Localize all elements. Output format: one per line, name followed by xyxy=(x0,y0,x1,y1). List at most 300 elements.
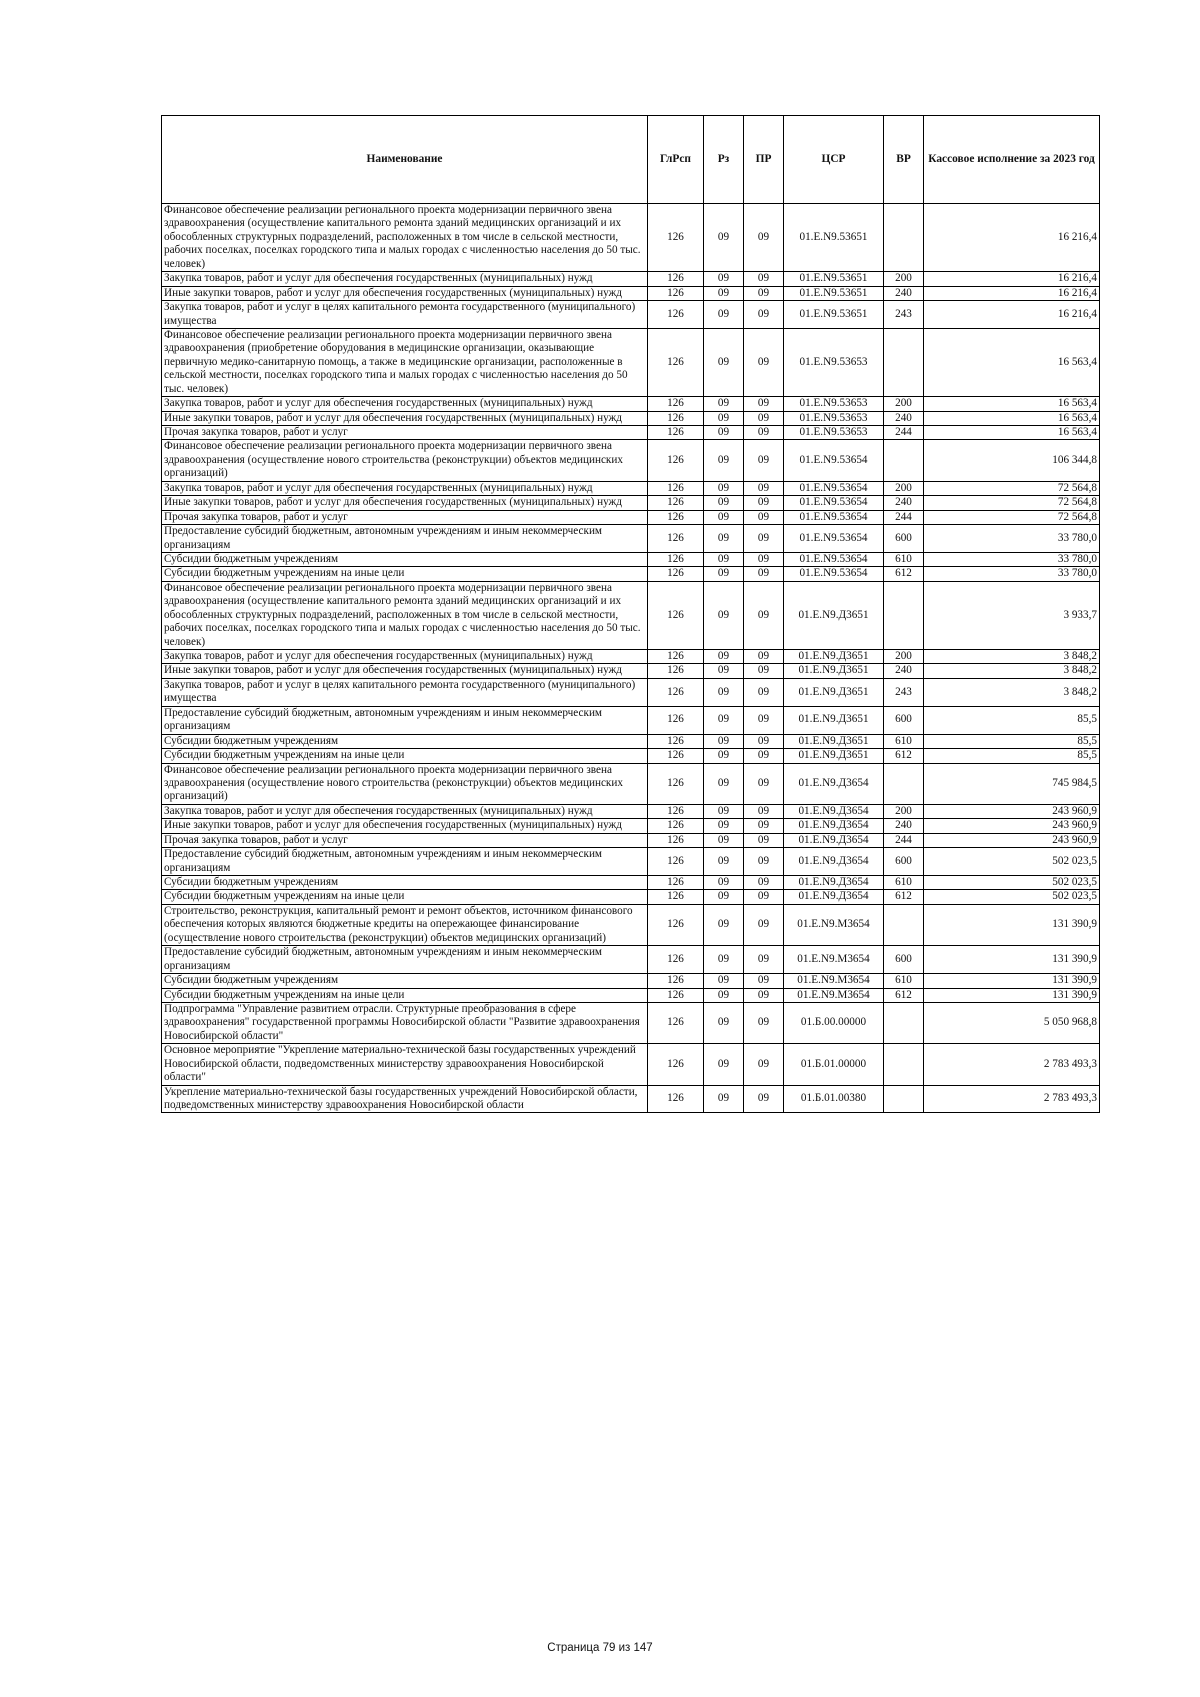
cell-glrsp: 126 xyxy=(648,1044,704,1085)
cell-amount: 16 563,4 xyxy=(924,426,1100,440)
col-header-name: Наименование xyxy=(162,116,648,204)
cell-name: Предоставление субсидий бюджетным, автономным учреждениям и иным некоммерческим организациям xyxy=(162,706,648,734)
cell-glrsp: 126 xyxy=(648,988,704,1002)
table-row xyxy=(162,581,1100,649)
cell-vr: 244 xyxy=(884,426,924,440)
cell-name: Иные закупки товаров, работ и услуг для обеспечения государственных (муниципальных) нужд xyxy=(162,496,648,510)
cell-rz: 09 xyxy=(704,904,744,945)
cell-amount: 3 848,2 xyxy=(924,650,1100,664)
cell-vr: 610 xyxy=(884,552,924,566)
table-row xyxy=(162,974,1100,988)
cell-glrsp: 126 xyxy=(648,481,704,495)
cell-pr: 09 xyxy=(744,678,784,706)
cell-amount: 3 848,2 xyxy=(924,678,1100,706)
cell-glrsp: 126 xyxy=(648,890,704,904)
cell-rz: 09 xyxy=(704,804,744,818)
cell-vr xyxy=(884,763,924,804)
cell-vr: 243 xyxy=(884,301,924,329)
cell-amount: 131 390,9 xyxy=(924,946,1100,974)
cell-amount: 106 344,8 xyxy=(924,440,1100,481)
cell-vr xyxy=(884,328,924,396)
cell-amount: 131 390,9 xyxy=(924,974,1100,988)
cell-name: Закупка товаров, работ и услуг для обеспечения государственных (муниципальных) нужд xyxy=(162,272,648,286)
cell-csr: 01.Е.N9.53653 xyxy=(784,426,884,440)
cell-glrsp: 126 xyxy=(648,763,704,804)
cell-csr: 01.Б.01.00000 xyxy=(784,1044,884,1085)
cell-amount: 243 960,9 xyxy=(924,833,1100,847)
cell-pr: 09 xyxy=(744,819,784,833)
cell-glrsp: 126 xyxy=(648,552,704,566)
cell-pr: 09 xyxy=(744,749,784,763)
cell-name: Субсидии бюджетным учреждениям на иные цели xyxy=(162,988,648,1002)
cell-csr: 01.Е.N9.М3654 xyxy=(784,988,884,1002)
cell-rz: 09 xyxy=(704,876,744,890)
cell-pr: 09 xyxy=(744,397,784,411)
cell-glrsp: 126 xyxy=(648,946,704,974)
cell-csr: 01.Е.N9.53654 xyxy=(784,510,884,524)
cell-rz: 09 xyxy=(704,819,744,833)
cell-rz: 09 xyxy=(704,890,744,904)
table-row xyxy=(162,763,1100,804)
cell-rz: 09 xyxy=(704,664,744,678)
cell-vr xyxy=(884,1002,924,1043)
cell-name: Укрепление материально-технической базы государственных учреждений Новосибирской области, подведомственных министерству здравоохранения Новосибирской области xyxy=(162,1085,648,1113)
cell-csr: 01.Е.N9.53653 xyxy=(784,397,884,411)
cell-amount: 502 023,5 xyxy=(924,848,1100,876)
cell-name: Основное мероприятие "Укрепление материально-технической базы государственных учреждений Новосибирской области, подведомственных министерству здравоохранения Новосибирской области" xyxy=(162,1044,648,1085)
table-row xyxy=(162,848,1100,876)
cell-name: Субсидии бюджетным учреждениям xyxy=(162,734,648,748)
table-row xyxy=(162,510,1100,524)
cell-csr: 01.Е.N9.Д3654 xyxy=(784,876,884,890)
cell-amount: 16 563,4 xyxy=(924,397,1100,411)
cell-glrsp: 126 xyxy=(648,848,704,876)
page-number: Страница 79 из 147 xyxy=(547,1642,653,1654)
cell-glrsp: 126 xyxy=(648,876,704,890)
cell-name: Прочая закупка товаров, работ и услуг xyxy=(162,833,648,847)
cell-vr: 200 xyxy=(884,481,924,495)
cell-rz: 09 xyxy=(704,301,744,329)
table-row xyxy=(162,496,1100,510)
table-row xyxy=(162,481,1100,495)
table-row xyxy=(162,426,1100,440)
cell-amount: 16 216,4 xyxy=(924,301,1100,329)
cell-csr: 01.Е.N9.Д3654 xyxy=(784,890,884,904)
cell-pr: 09 xyxy=(744,301,784,329)
table-row xyxy=(162,272,1100,286)
cell-rz: 09 xyxy=(704,763,744,804)
cell-name: Субсидии бюджетным учреждениям xyxy=(162,974,648,988)
cell-vr xyxy=(884,440,924,481)
cell-name: Иные закупки товаров, работ и услуг для обеспечения государственных (муниципальных) нужд xyxy=(162,819,648,833)
cell-glrsp: 126 xyxy=(648,301,704,329)
cell-pr: 09 xyxy=(744,833,784,847)
cell-csr: 01.Е.N9.М3654 xyxy=(784,904,884,945)
cell-rz: 09 xyxy=(704,510,744,524)
table-row xyxy=(162,567,1100,581)
cell-vr: 600 xyxy=(884,848,924,876)
cell-pr: 09 xyxy=(744,848,784,876)
table-row xyxy=(162,678,1100,706)
cell-amount: 2 783 493,3 xyxy=(924,1044,1100,1085)
cell-name: Субсидии бюджетным учреждениям xyxy=(162,552,648,566)
cell-amount: 85,5 xyxy=(924,706,1100,734)
col-header-rz: Рз xyxy=(704,116,744,204)
cell-pr: 09 xyxy=(744,876,784,890)
table-body xyxy=(162,204,1100,1113)
cell-rz: 09 xyxy=(704,581,744,649)
cell-vr: 240 xyxy=(884,664,924,678)
cell-vr: 200 xyxy=(884,272,924,286)
cell-vr: 200 xyxy=(884,397,924,411)
cell-amount: 243 960,9 xyxy=(924,819,1100,833)
cell-vr xyxy=(884,204,924,272)
cell-name: Закупка товаров, работ и услуг в целях капитального ремонта государственного (муниципального) имущества xyxy=(162,678,648,706)
budget-table xyxy=(161,115,1100,1113)
cell-amount: 502 023,5 xyxy=(924,890,1100,904)
table-row xyxy=(162,1085,1100,1113)
cell-name: Предоставление субсидий бюджетным, автономным учреждениям и иным некоммерческим организациям xyxy=(162,525,648,553)
cell-glrsp: 126 xyxy=(648,525,704,553)
cell-csr: 01.Е.N9.53651 xyxy=(784,301,884,329)
table-row xyxy=(162,749,1100,763)
cell-name: Подпрограмма "Управление развитием отрасли. Структурные преобразования в сфере здравоохранения" государственной программы Новосибирской области "Развитие здравоохранения Новосибирской области" xyxy=(162,1002,648,1043)
cell-csr: 01.Б.01.00380 xyxy=(784,1085,884,1113)
cell-rz: 09 xyxy=(704,411,744,425)
cell-rz: 09 xyxy=(704,496,744,510)
cell-glrsp: 126 xyxy=(648,904,704,945)
cell-pr: 09 xyxy=(744,946,784,974)
cell-csr: 01.Е.N9.Д3654 xyxy=(784,763,884,804)
cell-csr: 01.Е.N9.53654 xyxy=(784,481,884,495)
table-header xyxy=(162,116,1100,204)
table-row xyxy=(162,1044,1100,1085)
cell-rz: 09 xyxy=(704,678,744,706)
cell-pr: 09 xyxy=(744,706,784,734)
table-row xyxy=(162,904,1100,945)
cell-csr: 01.Е.N9.Д3651 xyxy=(784,749,884,763)
cell-pr: 09 xyxy=(744,567,784,581)
table-row xyxy=(162,988,1100,1002)
cell-pr: 09 xyxy=(744,552,784,566)
table-row xyxy=(162,946,1100,974)
cell-name: Прочая закупка товаров, работ и услуг xyxy=(162,510,648,524)
cell-csr: 01.Е.N9.Д3654 xyxy=(784,848,884,876)
cell-name: Закупка товаров, работ и услуг для обеспечения государственных (муниципальных) нужд xyxy=(162,397,648,411)
cell-glrsp: 126 xyxy=(648,819,704,833)
cell-glrsp: 126 xyxy=(648,804,704,818)
cell-glrsp: 126 xyxy=(648,650,704,664)
cell-name: Иные закупки товаров, работ и услуг для обеспечения государственных (муниципальных) нужд xyxy=(162,664,648,678)
cell-amount: 16 563,4 xyxy=(924,411,1100,425)
cell-glrsp: 126 xyxy=(648,581,704,649)
cell-pr: 09 xyxy=(744,272,784,286)
cell-vr: 610 xyxy=(884,734,924,748)
table-row xyxy=(162,650,1100,664)
cell-csr: 01.Е.N9.М3654 xyxy=(784,974,884,988)
cell-csr: 01.Е.N9.Д3654 xyxy=(784,833,884,847)
cell-rz: 09 xyxy=(704,481,744,495)
cell-pr: 09 xyxy=(744,411,784,425)
cell-rz: 09 xyxy=(704,833,744,847)
table-row xyxy=(162,706,1100,734)
cell-vr: 243 xyxy=(884,678,924,706)
col-header-pr: ПР xyxy=(744,116,784,204)
cell-pr: 09 xyxy=(744,204,784,272)
cell-name: Финансовое обеспечение реализации регионального проекта модернизации первичного звена здравоохранения (осуществление нового строительства (реконструкции) объектов медицинских организаций) xyxy=(162,440,648,481)
cell-amount: 33 780,0 xyxy=(924,525,1100,553)
cell-glrsp: 126 xyxy=(648,1002,704,1043)
cell-vr: 612 xyxy=(884,749,924,763)
cell-glrsp: 126 xyxy=(648,567,704,581)
cell-name: Закупка товаров, работ и услуг для обеспечения государственных (муниципальных) нужд xyxy=(162,481,648,495)
cell-rz: 09 xyxy=(704,706,744,734)
cell-rz: 09 xyxy=(704,328,744,396)
cell-vr: 240 xyxy=(884,411,924,425)
cell-vr: 244 xyxy=(884,510,924,524)
table-row xyxy=(162,204,1100,272)
cell-rz: 09 xyxy=(704,525,744,553)
cell-rz: 09 xyxy=(704,286,744,300)
table-row xyxy=(162,664,1100,678)
cell-name: Закупка товаров, работ и услуг для обеспечения государственных (муниципальных) нужд xyxy=(162,804,648,818)
cell-csr: 01.Е.N9.53654 xyxy=(784,525,884,553)
cell-rz: 09 xyxy=(704,848,744,876)
cell-rz: 09 xyxy=(704,734,744,748)
cell-pr: 09 xyxy=(744,328,784,396)
cell-rz: 09 xyxy=(704,650,744,664)
cell-pr: 09 xyxy=(744,510,784,524)
cell-vr xyxy=(884,1044,924,1085)
table-row xyxy=(162,734,1100,748)
cell-glrsp: 126 xyxy=(648,440,704,481)
table-row xyxy=(162,804,1100,818)
cell-rz: 09 xyxy=(704,204,744,272)
cell-amount: 243 960,9 xyxy=(924,804,1100,818)
cell-csr: 01.Е.N9.Д3654 xyxy=(784,819,884,833)
table-row xyxy=(162,819,1100,833)
cell-csr: 01.Е.N9.53653 xyxy=(784,328,884,396)
cell-csr: 01.Е.N9.Д3651 xyxy=(784,664,884,678)
cell-pr: 09 xyxy=(744,496,784,510)
cell-glrsp: 126 xyxy=(648,664,704,678)
cell-name: Предоставление субсидий бюджетным, автономным учреждениям и иным некоммерческим организациям xyxy=(162,946,648,974)
cell-vr xyxy=(884,904,924,945)
cell-glrsp: 126 xyxy=(648,204,704,272)
cell-glrsp: 126 xyxy=(648,833,704,847)
col-header-glrsp: ГлРсп xyxy=(648,116,704,204)
cell-vr: 200 xyxy=(884,650,924,664)
cell-vr: 600 xyxy=(884,946,924,974)
cell-name: Иные закупки товаров, работ и услуг для обеспечения государственных (муниципальных) нужд xyxy=(162,411,648,425)
cell-csr: 01.Е.N9.Д3651 xyxy=(784,581,884,649)
cell-name: Субсидии бюджетным учреждениям xyxy=(162,876,648,890)
cell-glrsp: 126 xyxy=(648,328,704,396)
cell-csr: 01.Е.N9.53654 xyxy=(784,440,884,481)
cell-rz: 09 xyxy=(704,567,744,581)
cell-vr: 240 xyxy=(884,286,924,300)
cell-rz: 09 xyxy=(704,552,744,566)
cell-glrsp: 126 xyxy=(648,397,704,411)
cell-csr: 01.Е.N9.53653 xyxy=(784,411,884,425)
cell-pr: 09 xyxy=(744,481,784,495)
cell-rz: 09 xyxy=(704,426,744,440)
cell-name: Финансовое обеспечение реализации регионального проекта модернизации первичного звена здравоохранения (осуществление капитального ремонта зданий медицинских организаций и их обособленных структурных подразделений, расположенных в том числе в сельской местности, рабочих поселках, поселках городского типа и малых городах с численностью населения до 50 тыс. человек) xyxy=(162,581,648,649)
cell-amount: 33 780,0 xyxy=(924,567,1100,581)
cell-amount: 745 984,5 xyxy=(924,763,1100,804)
cell-pr: 09 xyxy=(744,890,784,904)
cell-name: Иные закупки товаров, работ и услуг для обеспечения государственных (муниципальных) нужд xyxy=(162,286,648,300)
cell-amount: 16 216,4 xyxy=(924,204,1100,272)
cell-pr: 09 xyxy=(744,426,784,440)
table-row xyxy=(162,876,1100,890)
cell-csr: 01.Е.N9.Д3651 xyxy=(784,734,884,748)
cell-vr: 610 xyxy=(884,876,924,890)
cell-pr: 09 xyxy=(744,1044,784,1085)
cell-name: Субсидии бюджетным учреждениям на иные цели xyxy=(162,567,648,581)
cell-rz: 09 xyxy=(704,1044,744,1085)
cell-glrsp: 126 xyxy=(648,510,704,524)
cell-amount: 72 564,8 xyxy=(924,496,1100,510)
cell-vr: 600 xyxy=(884,706,924,734)
cell-name: Строительство, реконструкция, капитальный ремонт и ремонт объектов, источником финансового обеспечения которых являются бюджетные кредиты на опережающее финансирование (осуществление нового строительства (реконструкции) объектов медицинских организаций) xyxy=(162,904,648,945)
cell-vr xyxy=(884,581,924,649)
cell-pr: 09 xyxy=(744,734,784,748)
cell-name: Предоставление субсидий бюджетным, автономным учреждениям и иным некоммерческим организациям xyxy=(162,848,648,876)
cell-name: Закупка товаров, работ и услуг в целях капитального ремонта государственного (муниципального) имущества xyxy=(162,301,648,329)
cell-rz: 09 xyxy=(704,1085,744,1113)
cell-rz: 09 xyxy=(704,1002,744,1043)
cell-csr: 01.Е.N9.Д3654 xyxy=(784,804,884,818)
table-row xyxy=(162,397,1100,411)
cell-csr: 01.Е.N9.53651 xyxy=(784,286,884,300)
cell-amount: 16 216,4 xyxy=(924,286,1100,300)
cell-name: Прочая закупка товаров, работ и услуг xyxy=(162,426,648,440)
cell-vr xyxy=(884,1085,924,1113)
cell-amount: 131 390,9 xyxy=(924,988,1100,1002)
cell-rz: 09 xyxy=(704,749,744,763)
cell-pr: 09 xyxy=(744,1085,784,1113)
cell-pr: 09 xyxy=(744,650,784,664)
cell-glrsp: 126 xyxy=(648,286,704,300)
cell-name: Финансовое обеспечение реализации регионального проекта модернизации первичного звена здравоохранения (приобретение оборудования в медицинские организации, оказывающие первичную медико-санитарную помощь, а также в медицинские организации, расположенные в сельской местности, поселках городского типа и малых городах с численностью населения до 50 тыс. человек) xyxy=(162,328,648,396)
header-row xyxy=(162,116,1100,204)
cell-amount: 502 023,5 xyxy=(924,876,1100,890)
cell-amount: 16 216,4 xyxy=(924,272,1100,286)
table-row xyxy=(162,1002,1100,1043)
cell-name: Закупка товаров, работ и услуг для обеспечения государственных (муниципальных) нужд xyxy=(162,650,648,664)
cell-rz: 09 xyxy=(704,440,744,481)
cell-glrsp: 126 xyxy=(648,272,704,286)
cell-glrsp: 126 xyxy=(648,1085,704,1113)
cell-amount: 3 848,2 xyxy=(924,664,1100,678)
cell-pr: 09 xyxy=(744,440,784,481)
cell-csr: 01.Е.N9.53654 xyxy=(784,567,884,581)
cell-pr: 09 xyxy=(744,1002,784,1043)
table-row xyxy=(162,411,1100,425)
col-header-csr: ЦСР xyxy=(784,116,884,204)
col-header-amount: Кассовое исполнение за 2023 год xyxy=(924,116,1100,204)
cell-amount: 72 564,8 xyxy=(924,510,1100,524)
table-row xyxy=(162,890,1100,904)
cell-pr: 09 xyxy=(744,988,784,1002)
cell-amount: 2 783 493,3 xyxy=(924,1085,1100,1113)
table-row xyxy=(162,286,1100,300)
cell-glrsp: 126 xyxy=(648,496,704,510)
cell-rz: 09 xyxy=(704,946,744,974)
cell-csr: 01.Е.N9.53651 xyxy=(784,272,884,286)
table-row xyxy=(162,833,1100,847)
cell-vr: 612 xyxy=(884,890,924,904)
cell-pr: 09 xyxy=(744,804,784,818)
cell-amount: 5 050 968,8 xyxy=(924,1002,1100,1043)
cell-pr: 09 xyxy=(744,904,784,945)
cell-csr: 01.Е.N9.Д3651 xyxy=(784,678,884,706)
table-row xyxy=(162,552,1100,566)
cell-amount: 16 563,4 xyxy=(924,328,1100,396)
cell-csr: 01.Е.N9.Д3651 xyxy=(784,706,884,734)
cell-vr: 244 xyxy=(884,833,924,847)
cell-glrsp: 126 xyxy=(648,706,704,734)
cell-name: Субсидии бюджетным учреждениям на иные цели xyxy=(162,890,648,904)
cell-amount: 85,5 xyxy=(924,734,1100,748)
cell-glrsp: 126 xyxy=(648,749,704,763)
cell-pr: 09 xyxy=(744,581,784,649)
table-row xyxy=(162,525,1100,553)
table-row xyxy=(162,328,1100,396)
cell-csr: 01.Е.N9.53651 xyxy=(784,204,884,272)
cell-vr: 240 xyxy=(884,496,924,510)
cell-name: Финансовое обеспечение реализации регионального проекта модернизации первичного звена здравоохранения (осуществление капитального ремонта зданий медицинских организаций и их обособленных структурных подразделений, расположенных в том числе в сельской местности, рабочих поселках, поселках городского типа и малых городах с численностью населения до 50 тыс. человек) xyxy=(162,204,648,272)
cell-vr: 240 xyxy=(884,819,924,833)
cell-csr: 01.Е.N9.Д3651 xyxy=(784,650,884,664)
cell-pr: 09 xyxy=(744,664,784,678)
cell-vr: 612 xyxy=(884,988,924,1002)
cell-vr: 612 xyxy=(884,567,924,581)
cell-csr: 01.Е.N9.М3654 xyxy=(784,946,884,974)
cell-glrsp: 126 xyxy=(648,734,704,748)
cell-name: Финансовое обеспечение реализации регионального проекта модернизации первичного звена здравоохранения (осуществление нового строительства (реконструкции) объектов медицинских организаций) xyxy=(162,763,648,804)
cell-rz: 09 xyxy=(704,974,744,988)
table-row xyxy=(162,440,1100,481)
cell-amount: 131 390,9 xyxy=(924,904,1100,945)
cell-csr: 01.Б.00.00000 xyxy=(784,1002,884,1043)
cell-vr: 610 xyxy=(884,974,924,988)
cell-glrsp: 126 xyxy=(648,411,704,425)
cell-vr: 600 xyxy=(884,525,924,553)
cell-vr: 200 xyxy=(884,804,924,818)
cell-rz: 09 xyxy=(704,397,744,411)
table-row xyxy=(162,301,1100,329)
cell-csr: 01.Е.N9.53654 xyxy=(784,552,884,566)
cell-pr: 09 xyxy=(744,286,784,300)
cell-pr: 09 xyxy=(744,974,784,988)
cell-glrsp: 126 xyxy=(648,678,704,706)
cell-amount: 33 780,0 xyxy=(924,552,1100,566)
cell-name: Субсидии бюджетным учреждениям на иные цели xyxy=(162,749,648,763)
cell-csr: 01.Е.N9.53654 xyxy=(784,496,884,510)
cell-rz: 09 xyxy=(704,272,744,286)
cell-glrsp: 126 xyxy=(648,974,704,988)
cell-amount: 3 933,7 xyxy=(924,581,1100,649)
cell-amount: 85,5 xyxy=(924,749,1100,763)
col-header-vr: ВР xyxy=(884,116,924,204)
cell-pr: 09 xyxy=(744,525,784,553)
cell-rz: 09 xyxy=(704,988,744,1002)
cell-pr: 09 xyxy=(744,763,784,804)
cell-glrsp: 126 xyxy=(648,426,704,440)
cell-amount: 72 564,8 xyxy=(924,481,1100,495)
